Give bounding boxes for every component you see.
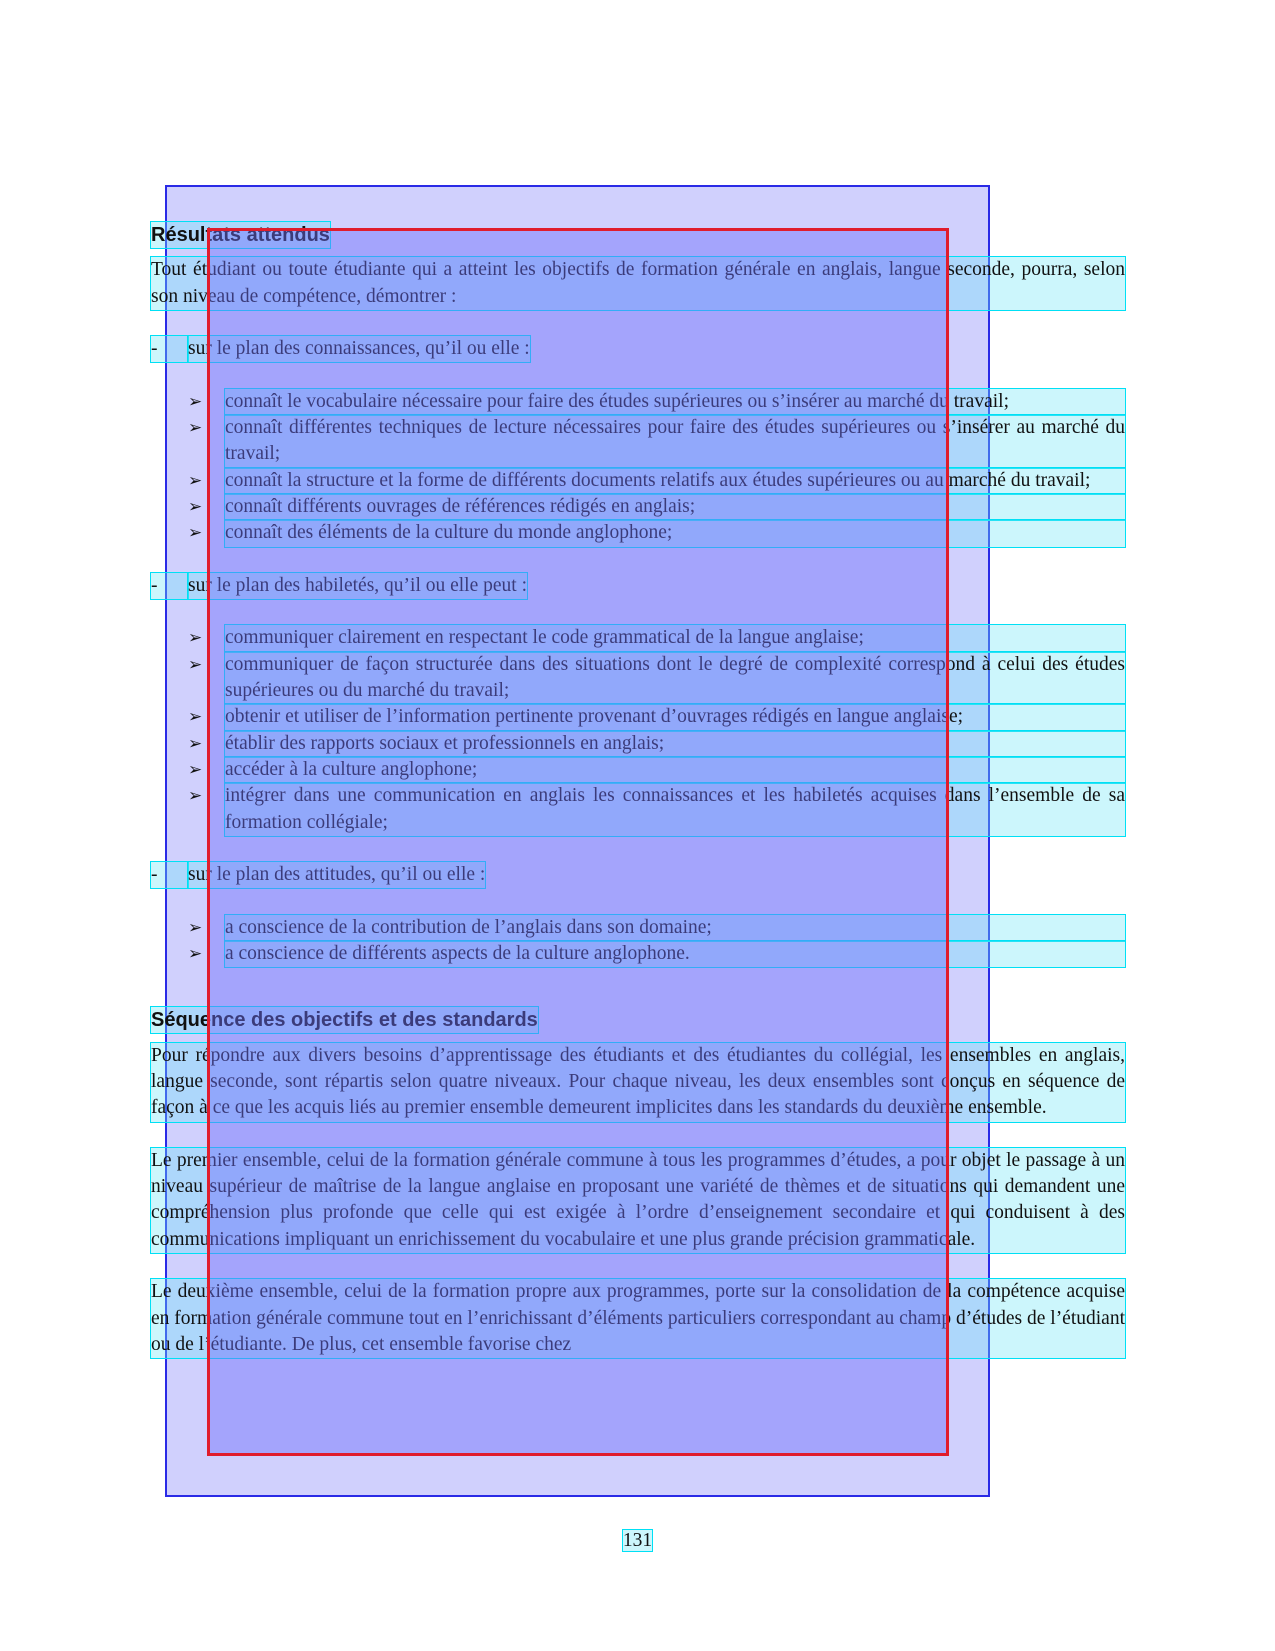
arrowhead-bullet-icon: ➢ — [188, 470, 203, 490]
paragraph-3: Le deuxième ensemble, celui de la formation propre aux programmes, porte sur la consolidation de la compétence acquise en formation générale commune tout en l’enrichissant d’éléments particuliers correspondant au champ d’études de l’étudiant ou de l’étudiante. De plus, cet ensemble favorise chez — [151, 1279, 1125, 1358]
bullet-text: établir des rapports sociaux et professionnels en anglais; — [225, 731, 1125, 757]
arrowhead-bullet-icon: ➢ — [188, 496, 203, 516]
bullet-text: intégrer dans une communication en anglais les connaissances et les habiletés acquises dans l’ensemble de sa formation collégiale; — [225, 783, 1125, 836]
bullet-text: connaît le vocabulaire nécessaire pour faire des études supérieures ou s’insérer au marché du travail; — [225, 389, 1125, 415]
bullet-text: a conscience de la contribution de l’anglais dans son domaine; — [225, 915, 1125, 941]
group-label: sur le plan des habiletés, qu’il ou elle peut : — [188, 573, 527, 599]
bullet-text: connaît différents ouvrages de références rédigés en anglais; — [225, 494, 1125, 520]
page-number — [0, 1530, 1275, 1552]
page-number-text: 131 — [622, 1530, 653, 1551]
arrowhead-bullet-icon: ➢ — [188, 628, 203, 648]
bullet-text: a conscience de différents aspects de la culture anglophone. — [225, 941, 1125, 967]
arrowhead-bullet-icon: ➢ — [188, 654, 203, 674]
bullet-text: connaît la structure et la forme de différents documents relatifs aux études supérieures ou au marché du travail; — [225, 468, 1125, 494]
arrowhead-bullet-icon: ➢ — [188, 523, 203, 543]
bullet-text: accéder à la culture anglophone; — [225, 757, 1125, 783]
dash-marker: - — [151, 573, 188, 599]
section-heading-sequence: Séquence des objectifs et des standards — [151, 1009, 538, 1032]
dash-marker: - — [151, 336, 188, 362]
arrowhead-bullet-icon: ➢ — [188, 917, 203, 937]
bullet-text: obtenir et utiliser de l’information pertinente provenant d’ouvrages rédigés en langue anglaise; — [225, 704, 1125, 730]
bullet-text: connaît différentes techniques de lecture nécessaires pour faire des études supérieures ou s’insérer au marché du travail; — [225, 415, 1125, 468]
intro-paragraph: Tout étudiant ou toute étudiante qui a atteint les objectifs de formation générale en anglais, langue seconde, pourra, selon son niveau de compétence, démontrer : — [151, 257, 1125, 310]
bullet-text: communiquer clairement en respectant le code grammatical de la langue anglaise; — [225, 625, 1125, 651]
arrowhead-bullet-icon: ➢ — [188, 944, 203, 964]
bullet-text: connaît des éléments de la culture du monde anglophone; — [225, 520, 1125, 546]
arrowhead-bullet-icon: ➢ — [188, 759, 203, 779]
arrowhead-bullet-icon: ➢ — [188, 733, 203, 753]
paragraph-1: Pour répondre aux divers besoins d’apprentissage des étudiants et des étudiantes du collégial, les ensembles en anglais, langue seconde, sont répartis selon quatre niveaux. Pour chaque niveau, les deux ensembles sont conçus en séquence de façon à ce que les acquis liés au premier ensemble demeurent implicites dans les standards du deuxième ensemble. — [151, 1043, 1125, 1122]
paragraph-2: Le premier ensemble, celui de la formation générale commune à tous les programmes d’études, a pour objet le passage à un niveau supérieur de maîtrise de la langue anglaise en proposant une variété de thèmes et de situations qui demandent une compréhension plus profonde que celle qui est exigée à l’ordre d’enseignement secondaire et qui conduisent à des communications impliquant un enrichissement du vocabulaire et une plus grande précision grammaticale. — [151, 1148, 1125, 1253]
arrowhead-bullet-icon: ➢ — [188, 786, 203, 806]
arrowhead-bullet-icon: ➢ — [188, 707, 203, 727]
group-label: sur le plan des attitudes, qu’il ou elle : — [188, 862, 485, 888]
bullet-text: communiquer de façon structurée dans des situations dont le degré de complexité correspond à celui des études supérieures ou du marché du travail; — [225, 652, 1125, 705]
inner-layout-box — [207, 228, 949, 1456]
section-heading-resultats: Résultats attendus — [151, 224, 330, 246]
arrowhead-bullet-icon: ➢ — [188, 418, 203, 438]
arrowhead-bullet-icon: ➢ — [188, 391, 203, 411]
group-label: sur le plan des connaissances, qu’il ou elle : — [188, 336, 530, 362]
dash-marker: - — [151, 862, 188, 888]
